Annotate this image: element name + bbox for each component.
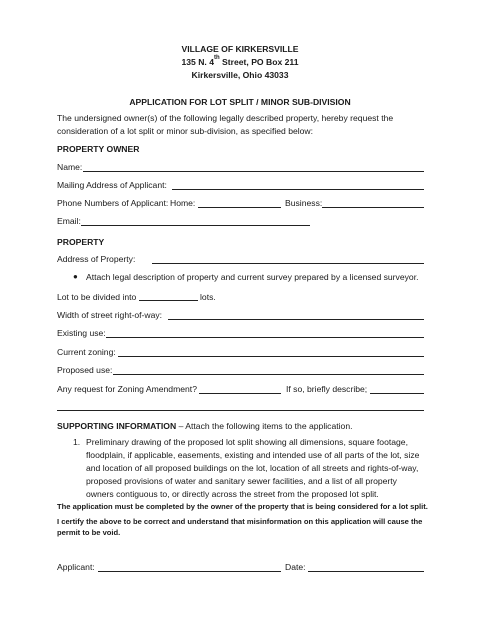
supporting-info-heading: SUPPORTING INFORMATION – Attach the following items to the application. [57,421,353,431]
email-label: Email: [57,216,81,226]
mailing-address-label: Mailing Address of Applicant: [57,180,167,190]
existing-use-label: Existing use: [57,328,106,338]
zoning-amendment-field[interactable] [199,393,281,394]
village-city: Kirkersville, Ohio 43033 [191,70,289,80]
street-width-label: Width of street right-of-way: [57,310,163,320]
attach-legal-note: Attach legal description of property and current survey prepared by a licensed surveyor. [86,272,419,282]
home-phone-label: Home: [170,198,196,208]
describe-field[interactable] [370,393,424,394]
lots-suffix: lots. [200,292,216,302]
existing-use-field[interactable] [106,337,424,338]
form-title: APPLICATION FOR LOT SPLIT / MINOR SUB-DIVISION [129,97,351,107]
current-zoning-field[interactable] [118,356,424,357]
date-field[interactable] [308,571,424,572]
village-name: VILLAGE OF KIRKERSVILLE [181,44,299,54]
proposed-use-label: Proposed use: [57,365,113,375]
business-phone-label: Business: [285,198,323,208]
property-owner-heading: PROPERTY OWNER [57,144,140,154]
property-address-field[interactable] [152,263,424,264]
owner-complete-note: The application must be completed by the owner of the property that is being considered for a lot split. [57,502,428,511]
proposed-use-field[interactable] [113,374,424,375]
home-phone-field[interactable] [198,207,281,208]
applicant-label: Applicant: [57,562,95,572]
applicant-signature-field[interactable] [98,571,281,572]
describe-continuation-field[interactable] [57,410,424,411]
date-label: Date: [285,562,306,572]
item-number: 1. [73,437,81,447]
business-phone-field[interactable] [322,207,424,208]
zoning-amendment-label: Any request for Zoning Amendment? [57,384,197,394]
lot-divided-label: Lot to be divided into [57,292,137,302]
describe-label: If so, briefly describe; [286,384,368,394]
name-field[interactable] [83,171,424,172]
mailing-address-field[interactable] [172,189,424,190]
certify-note: I certify the above to be correct and understand that misinformation on this application will cause the permit to be void. [57,517,423,537]
supporting-item-text: Preliminary drawing of the proposed lot split showing all dimensions, square footage, floodplain, if applicable, easements, existing and intended use of all parts of the lot, size and location of all proposed buildings on the lot, location of all streets and rights-of-way, proposed provisions of water and sanitary sewer facilities, and a list of all property owners contiguous to, or directly across the street from the proposed lot split. [86,437,420,499]
bullet-icon: ● [73,272,78,281]
property-heading: PROPERTY [57,237,105,247]
lot-count-field[interactable] [139,300,198,301]
email-field[interactable] [81,225,310,226]
intro-text: The undersigned owner(s) of the following legally described property, hereby request the consideration of a lot split or minor sub-division, as specified below: [57,113,394,136]
phone-numbers-label: Phone Numbers of Applicant: [57,198,169,208]
street-width-field[interactable] [168,319,424,320]
property-address-label: Address of Property: [57,254,136,264]
current-zoning-label: Current zoning: [57,347,116,357]
village-address: 135 N. 4th Street, PO Box 211 [181,55,299,67]
name-label: Name: [57,162,83,172]
